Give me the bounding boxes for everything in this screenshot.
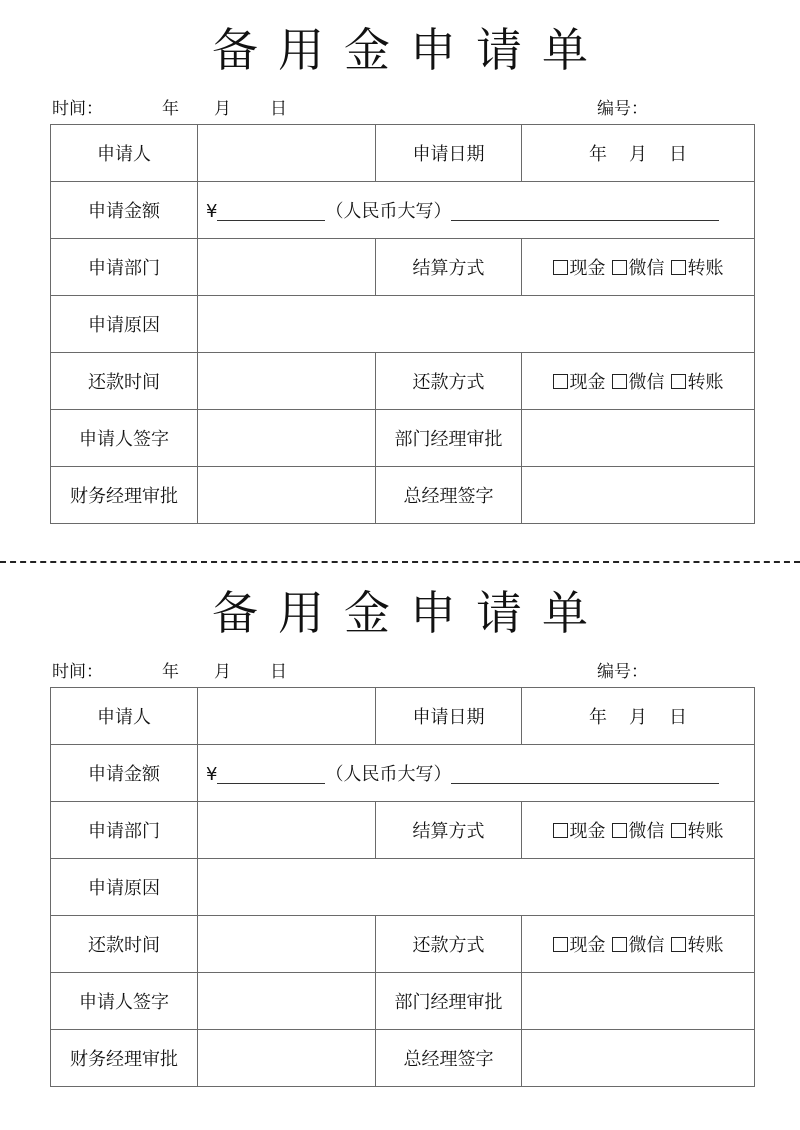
table-row — [51, 410, 755, 467]
checkbox-icon[interactable] — [612, 260, 627, 275]
dept-manager-field[interactable] — [522, 973, 755, 1030]
option-cash[interactable] — [553, 817, 606, 843]
day-label: 日 — [669, 707, 687, 728]
amount-number-blank[interactable] — [217, 763, 325, 784]
option-label: 现金 — [569, 821, 606, 842]
amount-label: 申请金额 — [51, 745, 198, 802]
table-row — [51, 125, 755, 182]
dept-manager-field[interactable] — [522, 410, 755, 467]
option-label: 现金 — [569, 372, 606, 393]
option-cash[interactable] — [553, 931, 606, 957]
option-label: 微信 — [628, 821, 665, 842]
year-label: 年 — [162, 99, 179, 119]
month-label: 月 — [214, 99, 231, 119]
day-label: 日 — [669, 144, 687, 165]
checkbox-icon[interactable] — [553, 260, 568, 275]
general-manager-label: 总经理签字 — [376, 467, 522, 524]
option-label: 现金 — [569, 258, 606, 279]
time-label: 时间： — [52, 662, 103, 682]
option-label: 现金 — [569, 935, 606, 956]
table-row — [51, 802, 755, 859]
apply-date-field[interactable] — [522, 688, 755, 745]
repay-method-label: 还款方式 — [376, 353, 522, 410]
option-wechat[interactable] — [612, 817, 665, 843]
option-wechat[interactable] — [612, 931, 665, 957]
repay-time-field[interactable] — [198, 353, 376, 410]
year-label: 年 — [589, 144, 607, 165]
form-title: 备用金申请单 — [212, 586, 608, 640]
repay-method-options — [522, 353, 755, 410]
month-label: 月 — [629, 144, 647, 165]
time-label: 时间： — [52, 99, 103, 119]
form-table — [50, 687, 755, 1087]
department-label: 申请部门 — [51, 239, 198, 296]
repay-method-label: 还款方式 — [376, 916, 522, 973]
applicant-sign-label: 申请人签字 — [51, 973, 198, 1030]
dept-manager-label: 部门经理审批 — [376, 410, 522, 467]
applicant-sign-field[interactable] — [198, 410, 376, 467]
checkbox-icon[interactable] — [553, 823, 568, 838]
capital-amount-blank[interactable] — [451, 763, 719, 784]
department-field[interactable] — [198, 802, 376, 859]
applicant-sign-field[interactable] — [198, 973, 376, 1030]
settlement-label: 结算方式 — [376, 802, 522, 859]
option-transfer[interactable] — [671, 254, 724, 280]
general-manager-label: 总经理签字 — [376, 1030, 522, 1087]
checkbox-icon[interactable] — [671, 374, 686, 389]
table-row — [51, 688, 755, 745]
amount-field[interactable] — [198, 745, 755, 802]
cut-line-divider — [0, 561, 800, 563]
option-cash[interactable] — [553, 368, 606, 394]
reason-field[interactable] — [198, 859, 755, 916]
reason-label: 申请原因 — [51, 296, 198, 353]
amount-label: 申请金额 — [51, 182, 198, 239]
repay-time-label: 还款时间 — [51, 353, 198, 410]
form-meta — [52, 661, 752, 683]
finance-manager-label: 财务经理审批 — [51, 467, 198, 524]
option-label: 微信 — [628, 258, 665, 279]
settlement-options — [522, 802, 755, 859]
finance-manager-label: 财务经理审批 — [51, 1030, 198, 1087]
year-label: 年 — [589, 707, 607, 728]
applicant-field[interactable] — [198, 688, 376, 745]
capital-amount-label: （人民币大写） — [325, 764, 452, 785]
department-field[interactable] — [198, 239, 376, 296]
form-table — [50, 124, 755, 524]
applicant-label: 申请人 — [51, 125, 198, 182]
currency-symbol: ¥ — [206, 201, 218, 222]
checkbox-icon[interactable] — [671, 823, 686, 838]
table-row — [51, 467, 755, 524]
table-row — [51, 745, 755, 802]
reason-label: 申请原因 — [51, 859, 198, 916]
option-label: 转账 — [687, 935, 724, 956]
checkbox-icon[interactable] — [553, 937, 568, 952]
month-label: 月 — [629, 707, 647, 728]
finance-manager-field[interactable] — [198, 467, 376, 524]
checkbox-icon[interactable] — [671, 260, 686, 275]
applicant-label: 申请人 — [51, 688, 198, 745]
table-row — [51, 973, 755, 1030]
capital-amount-blank[interactable] — [451, 200, 719, 221]
repay-method-options — [522, 916, 755, 973]
day-label: 日 — [270, 99, 287, 119]
option-wechat[interactable] — [612, 254, 665, 280]
checkbox-icon[interactable] — [612, 937, 627, 952]
apply-date-label: 申请日期 — [376, 688, 522, 745]
option-label: 微信 — [628, 935, 665, 956]
amount-number-blank[interactable] — [217, 200, 325, 221]
number-label: 编号： — [597, 99, 648, 119]
amount-field[interactable] — [198, 182, 755, 239]
department-label: 申请部门 — [51, 802, 198, 859]
year-label: 年 — [162, 662, 179, 682]
general-manager-field[interactable] — [522, 467, 755, 524]
apply-date-label: 申请日期 — [376, 125, 522, 182]
option-transfer[interactable] — [671, 931, 724, 957]
option-label: 转账 — [687, 821, 724, 842]
reason-field[interactable] — [198, 296, 755, 353]
month-label: 月 — [214, 662, 231, 682]
option-label: 微信 — [628, 372, 665, 393]
table-row — [51, 916, 755, 973]
table-row — [51, 859, 755, 916]
option-wechat[interactable] — [612, 368, 665, 394]
table-row — [51, 1030, 755, 1087]
table-row — [51, 182, 755, 239]
form-title: 备用金申请单 — [212, 23, 608, 77]
option-label: 转账 — [687, 258, 724, 279]
capital-amount-label: （人民币大写） — [325, 201, 452, 222]
option-label: 转账 — [687, 372, 724, 393]
checkbox-icon[interactable] — [612, 823, 627, 838]
option-transfer[interactable] — [671, 817, 724, 843]
day-label: 日 — [270, 662, 287, 682]
settlement-options — [522, 239, 755, 296]
repay-time-field[interactable] — [198, 916, 376, 973]
currency-symbol: ¥ — [206, 764, 218, 785]
option-cash[interactable] — [553, 254, 606, 280]
form-meta — [52, 98, 752, 120]
applicant-field[interactable] — [198, 125, 376, 182]
option-transfer[interactable] — [671, 368, 724, 394]
table-row — [51, 296, 755, 353]
settlement-label: 结算方式 — [376, 239, 522, 296]
number-label: 编号： — [597, 662, 648, 682]
general-manager-field[interactable] — [522, 1030, 755, 1087]
dept-manager-label: 部门经理审批 — [376, 973, 522, 1030]
applicant-sign-label: 申请人签字 — [51, 410, 198, 467]
checkbox-icon[interactable] — [671, 937, 686, 952]
table-row — [51, 353, 755, 410]
finance-manager-field[interactable] — [198, 1030, 376, 1087]
repay-time-label: 还款时间 — [51, 916, 198, 973]
apply-date-field[interactable] — [522, 125, 755, 182]
checkbox-icon[interactable] — [612, 374, 627, 389]
checkbox-icon[interactable] — [553, 374, 568, 389]
table-row — [51, 239, 755, 296]
